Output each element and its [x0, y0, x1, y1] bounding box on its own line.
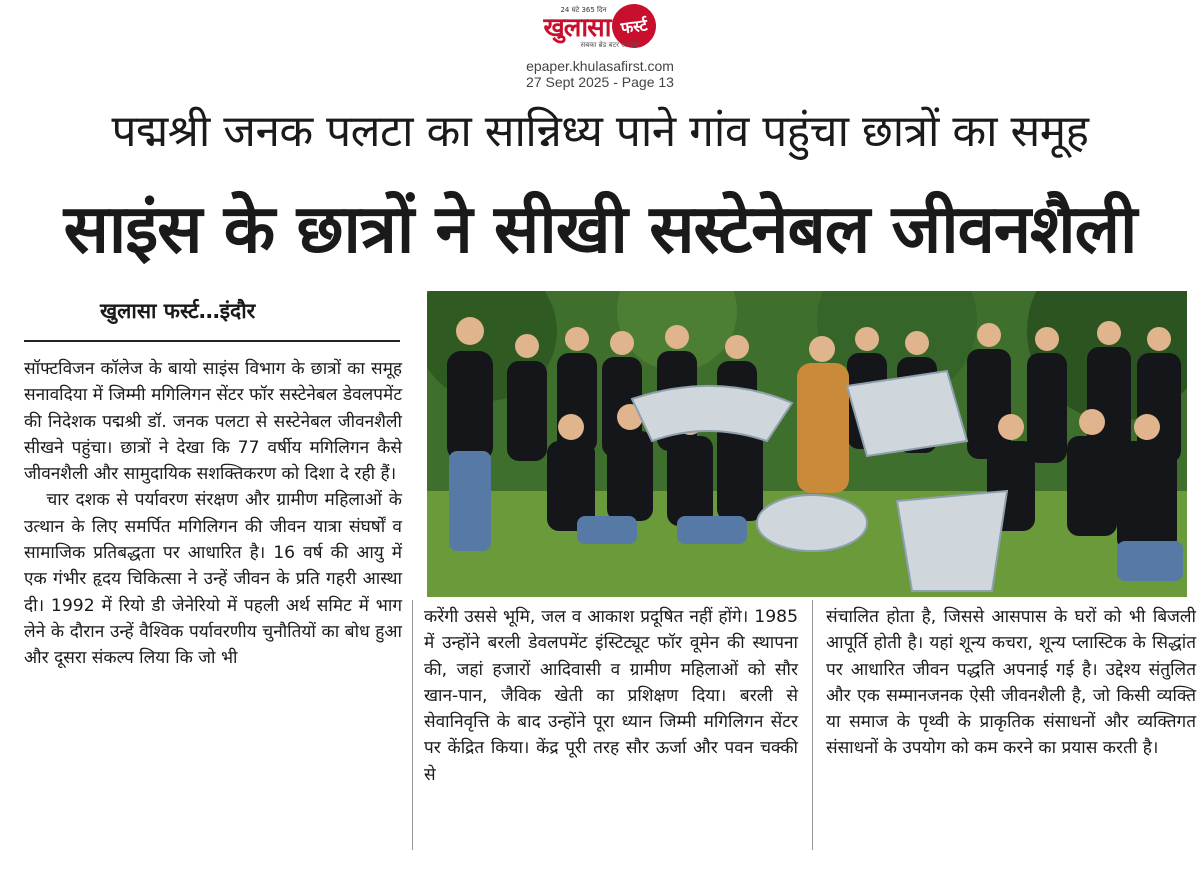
group-photo[interactable] — [427, 291, 1187, 597]
article-column-1 — [24, 356, 402, 672]
byline-rule — [24, 340, 400, 342]
logo-tagline-top: 24 घंटे 365 दिन — [560, 6, 607, 14]
logo-text: खुलासा — [543, 13, 611, 43]
newspaper-logo[interactable] — [543, 6, 657, 49]
article-column-2 — [424, 604, 798, 788]
article-paragraph: चार दशक से पर्यावरण संरक्षण और ग्रामीण महिलाओं के उत्थान के लिए समर्पित मगिलिगन की जीवन यात्रा संघर्षों व सामाजिक प्रतिबद्धता पर आधारित है। 16 वर्ष की आयु में एक गंभीर हृदय चिकित्सा ने उन्हें जीवन के प्रति गहरी आस्था दी। 1992 में रियो डी जेनेरियो में पहली अर्थ समिट में भाग लेने के दौरान उन्हें वैश्विक पर्यावरणीय चुनौतियों का बोध हुआ और दूसरा संकल्प लिया कि जो भी — [24, 490, 402, 669]
masthead — [0, 6, 1200, 90]
site-url[interactable]: epaper.khulasafirst.com — [526, 58, 674, 74]
logo-tagline-bottom: सबका ब्रेड बटर आकार — [580, 41, 639, 49]
group-photo-illustration — [427, 291, 1187, 597]
column-divider — [812, 600, 813, 850]
column-divider — [412, 600, 413, 850]
article-paragraph: संचालित होता है, जिससे आसपास के घरों को भी बिजली आपूर्ति होती है। यहां शून्य कचरा, शून्य प्लास्टिक के सिद्धांत पर आधारित जीवन पद्धति अपनाई गई है। उद्देश्य संतुलित और एक सम्मानजनक ऐसी जीवनशैली है, जो किसी व्यक्ति या समाज के पृथ्वी के प्राकृतिक संसाधनों और व्यक्तिगत संसाधनों के उपयोग को कम करने का प्रयास करती है। — [826, 607, 1196, 759]
logo-badge: फर्स्ट — [610, 1, 660, 51]
sub-headline: पद्मश्री जनक पलटा का सान्निध्य पाने गांव पहुंचा छात्रों का समूह — [111, 106, 1089, 157]
headline: साइंस के छात्रों ने सीखी सस्टेनेबल जीवनशैली — [63, 190, 1137, 268]
byline: खुलासा फर्स्ट…इंदौर — [100, 299, 256, 323]
date-page-label: 27 Sept 2025 - Page 13 — [526, 74, 674, 90]
article-paragraph: करेंगी उससे भूमि, जल व आकाश प्रदूषित नहीं होंगे। 1985 में उन्होंने बरली डेवलपमेंट इंस्टिट्यूट फॉर वूमेन की स्थापना की, जहां हजारों आदिवासी व ग्रामीण महिलाओं को सौर खान-पान, जैविक खेती का प्रशिक्षण दिया। बरली से सेवानिवृत्ति के बाद उन्होंने पूरा ध्यान जिम्मी मगिलिगन सेंटर पर केंद्रित किया। केंद्र पूरी तरह सौर ऊर्जा और पवन चक्की से — [424, 607, 798, 785]
article-column-3 — [826, 604, 1196, 762]
article-paragraph: सॉफ्टविजन कॉलेज के बायो साइंस विभाग के छात्रों का समूह सनावदिया में जिम्मी मगिलिगन सेंटर फॉर सस्टेनेबल डेवलपमेंट की निदेशक पद्मश्री डॉ. जनक पलटा से सस्टेनेबल जीवनशैली सीखने पहुंचा। छात्रों ने देखा कि 77 वर्षीय मगिलिगन कैसे जीवनशैली और सामुदायिक सशक्तिकरण को दिशा दे रही हैं। — [24, 359, 402, 485]
